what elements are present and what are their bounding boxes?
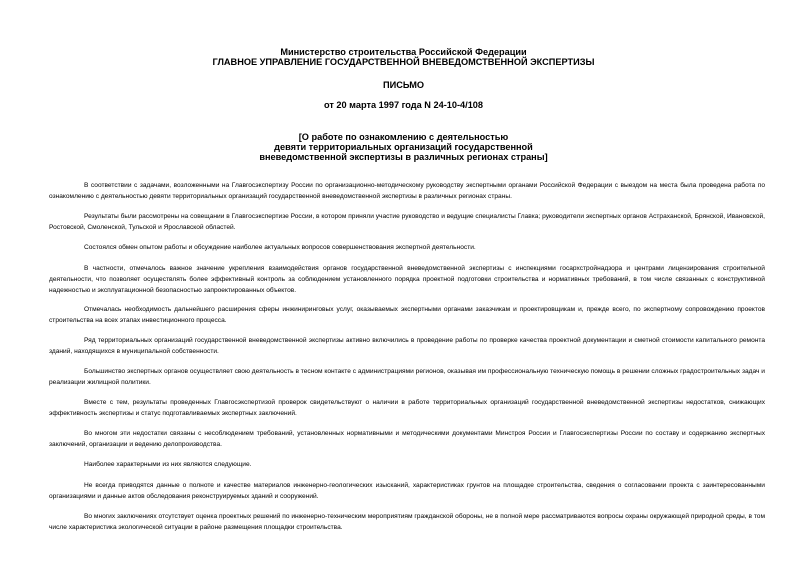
document-title-line: девяти территориальных организаций государственной (274, 142, 533, 152)
body-paragraph: Не всегда приводятся данные о полноте и качестве материалов инженерно-геологических изысканий, характеристиках грунтов на площадке строительства, сведения о согласовании проекта с заинтересованными организациями и данные актов обследования реконструируемых зданий и сооружений. (49, 482, 765, 500)
body-paragraph: Результаты были рассмотрены на совещании в Главгосэкспертизе России, в котором приняли участие руководство и ведущие специалисты Главка; руководители экспертных органов Астраханской, Брянской, Ивановской, Ростовской, Смоленской, Тульской и Ярославской областей. (49, 213, 765, 231)
body-paragraph: Наиболее характерными из них являются следующие. (84, 461, 252, 468)
body-paragraph: Во многих заключениях отсутствует оценка проектных решений по инженерно-техническим мероприятиям гражданской обороны, не в полной мере рассматриваются вопросы охраны окружающей природной среды, в том числе характеристика экологической ситуации в районе размещения площадки строительства. (49, 513, 765, 531)
body-paragraph: Ряд территориальных организаций государственной вневедомственной экспертизы активно включились в проведение работы по проверке качества проектной документации и сметной стоимости капитального ремонта зданий, находящихся в муниципальной собственности. (49, 337, 765, 355)
body-paragraph: В соответствии с задачами, возложенными на Главгосэкспертизу России по организационно-методическому руководству экспертными органами Российской Федерации с выездом на места была проведена работа по ознакомлению с деятельностью девяти территориальных организаций государственной вневедомственной экспертизы в различных регионах страны. (49, 182, 765, 200)
body-paragraph: Большинство экспертных органов осуществляет свою деятельность в тесном контакте с администрациями регионов, оказывая им профессиональную техническую помощь в решении сложных градостроительных задач и реализации жилищной политики. (49, 368, 765, 386)
body-paragraph: Отмечалась необходимость дальнейшего расширения сферы инжиниринговых услуг, оказываемых экспертными органами заказчикам и проектировщикам и, прежде всего, по экспертному сопровождению проектов строительства на всех этапах инвестиционного процесса. (49, 306, 765, 324)
department-name: ГЛАВНОЕ УПРАВЛЕНИЕ ГОСУДАРСТВЕННОЙ ВНЕВЕДОМСТВЕННОЙ ЭКСПЕРТИЗЫ (212, 57, 595, 67)
document-date-number: от 20 марта 1997 года N 24-10-4/108 (323, 100, 484, 110)
body-paragraph: Во многом эти недостатки связаны с несоблюдением требований, установленных нормативными и методическими документами Минстроя России и Главгосэкспертизы России по составу и содержанию экспертных заключений, организации и ведению делопроизводства. (49, 430, 765, 448)
body-paragraph: В частности, отмечалось важное значение укрепления взаимодействия органов государственной вневедомственной экспертизы с инспекциями госархстройнадзора и центрами лицензирования строительной деятельности, что позволяет осуществлять более эффективный контроль за соблюдением установленного порядка проектной подготовки строительства и нормативных требований, в том числе связанных с конструктивной надежностью и эксплуатационной безопасностью запроектированных объектов. (49, 265, 765, 294)
ministry-name: Министерство строительства Российской Федерации (280, 47, 527, 57)
document-title-line: вневедомственной экспертизы в различных регионах страны] (259, 152, 548, 162)
document-title-line: [О работе по ознакомлению с деятельностью (298, 132, 509, 142)
body-paragraph: Вместе с тем, результаты проведенных Главгосэкспертизой проверок свидетельствуют о наличии в работе территориальных организаций государственной вневедомственной экспертизы недостатков, снижающих эффективность экспертизы и статус подготавливаемых экспертных заключений. (49, 399, 765, 417)
document-type: ПИСЬМО (382, 80, 425, 90)
body-paragraph: Состоялся обмен опытом работы и обсуждение наиболее актуальных вопросов совершенствования экспертной деятельности. (84, 244, 476, 251)
